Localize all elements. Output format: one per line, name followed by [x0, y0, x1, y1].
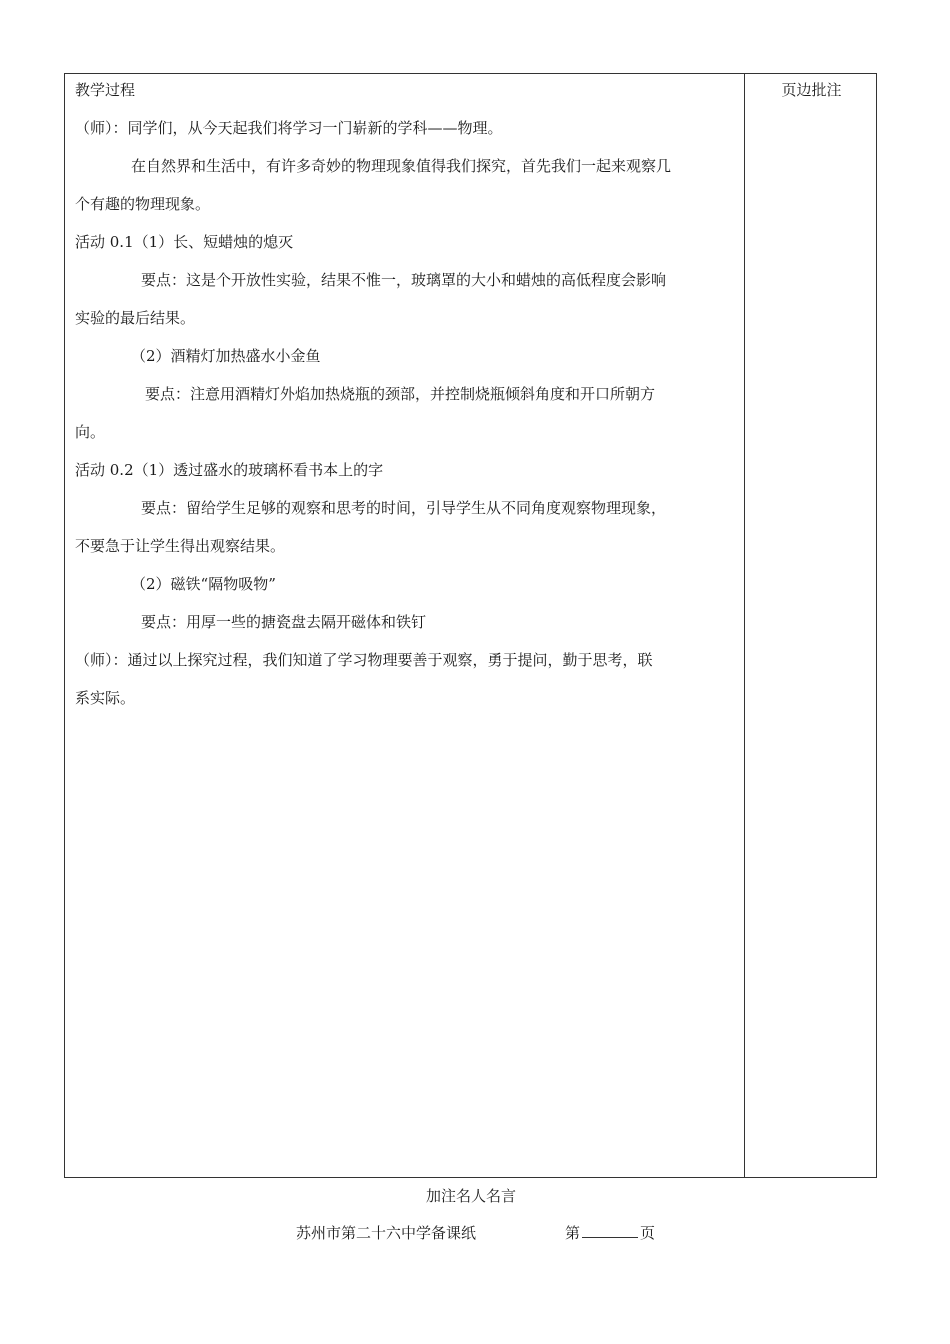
page-number-field [565, 1222, 655, 1243]
content-line-1: （师）：同学们，从今天起我们将学习一门崭新的学科——物理。 [75, 119, 503, 137]
content-line-8: 要点：注意用酒精灯外焰加热烧瓶的颈部，并控制烧瓶倾斜角度和开口所朝方 [145, 385, 656, 403]
school-name: 苏州市第二十六中学备课纸 [296, 1224, 477, 1242]
activity-0-1-heading: 活动 0.1（1）长、短蜡烛的熄灭 [75, 233, 294, 251]
lesson-plan-sheet [64, 73, 877, 1178]
content-line-11: 要点：留给学生足够的观察和思考的时间，引导学生从不同角度观察物理现象， [141, 499, 667, 517]
content-line-16: 系实际。 [75, 689, 136, 707]
content-line-9: 向。 [75, 423, 106, 441]
content-line-15: （师）：通过以上探究过程，我们知道了学习物理要善于观察，勇于提问，勤于思考，联 [75, 651, 653, 669]
content-line-12: 不要急于让学生得出观察结果。 [75, 537, 286, 555]
content-line-5: 要点：这是个开放性实验，结果不惟一，玻璃罩的大小和蜡烛的高低程度会影响 [141, 271, 667, 289]
section-title: 教学过程 [75, 81, 136, 99]
page-number-blank [582, 1223, 638, 1238]
content-line-3: 个有趣的物理现象。 [75, 195, 211, 213]
column-divider [744, 74, 745, 1177]
quote-label: 加注名人名言 [426, 1187, 517, 1205]
activity-0-2-heading: 活动 0.2（1）透过盛水的玻璃杯看书本上的字 [75, 461, 384, 479]
page-prefix: 第 [565, 1224, 581, 1242]
page-suffix: 页 [640, 1224, 656, 1242]
content-line-13: （2）磁铁“隔物吸物” [131, 575, 276, 593]
margin-notes-header: 页边批注 [781, 81, 842, 99]
content-line-6: 实验的最后结果。 [75, 309, 196, 327]
content-line-2: 在自然界和生活中，有许多奇妙的物理现象值得我们探究，首先我们一起来观察几 [131, 157, 672, 175]
content-line-14: 要点：用厚一些的搪瓷盘去隔开磁体和铁钉 [141, 613, 427, 631]
content-line-7: （2）酒精灯加热盛水小金鱼 [131, 347, 321, 365]
